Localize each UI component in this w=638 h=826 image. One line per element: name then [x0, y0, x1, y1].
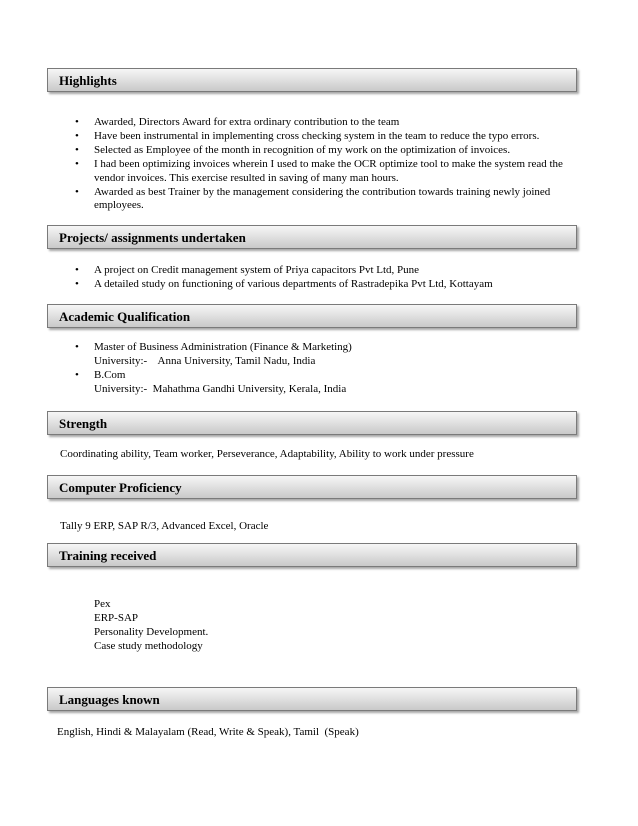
university-name: University:- Mahathma Gandhi University, Kerala, India	[94, 382, 347, 395]
list-item: ERP-SAP	[94, 611, 139, 624]
section-title: Computer Proficiency	[59, 480, 182, 495]
section-title: Training received	[59, 548, 157, 563]
projects-list	[75, 264, 594, 292]
list-item: • Selected as Employee of the month in recognition of my work on the optimization of invoices.	[75, 143, 511, 156]
bullet-icon: •	[75, 157, 79, 170]
section-title: Highlights	[59, 73, 117, 88]
section-title: Projects/ assignments undertaken	[59, 230, 246, 245]
section-title: Academic Qualification	[59, 309, 191, 324]
list-item: • A project on Credit management system of Priya capacitors Pvt Ltd, Pune	[75, 264, 420, 276]
section-header-computer	[47, 475, 577, 499]
training-list	[94, 598, 208, 654]
bullet-icon: •	[75, 143, 79, 156]
bullet-icon: •	[75, 368, 79, 381]
degree-name: B.Com	[94, 368, 126, 381]
bullet-icon: •	[75, 129, 79, 142]
university-name: University:- Anna University, Tamil Nadu, India	[94, 354, 316, 367]
section-header-highlights	[47, 68, 577, 92]
section-header-training	[47, 543, 577, 567]
bullet-icon: •	[75, 264, 79, 276]
section-header-academic	[47, 304, 577, 328]
list-item: • A detailed study on functioning of various departments of Rastradepika Pvt Ltd, Kottayam	[75, 277, 493, 290]
languages-text: English, Hindi & Malayalam (Read, Write & Speak), Tamil (Speak)	[57, 726, 359, 738]
section-header-strength	[47, 411, 577, 435]
list-item	[75, 341, 594, 369]
section-header-languages	[47, 687, 577, 711]
academic-list	[75, 341, 594, 397]
list-item: • Awarded as best Trainer by the management considering the contribution towards training newly joined employees.	[75, 185, 551, 212]
list-item: • Awarded, Directors Award for extra ordinary contribution to the team	[75, 116, 400, 128]
degree-name: Master of Business Administration (Finance & Marketing)	[94, 341, 352, 353]
list-item: Personality Development.	[94, 625, 209, 638]
bullet-icon: •	[75, 341, 79, 353]
section-header-projects	[47, 225, 577, 249]
computer-proficiency-text: Tally 9 ERP, SAP R/3, Advanced Excel, Oracle	[60, 520, 269, 532]
list-item: • I had been optimizing invoices wherein I used to make the OCR optimize tool to make the system read the vendor invoices. This exercise resulted in saving of many man hours.	[75, 157, 563, 184]
bullet-icon: •	[75, 277, 79, 290]
list-item: Case study methodology	[94, 639, 203, 652]
highlights-list	[75, 116, 592, 213]
bullet-icon: •	[75, 185, 79, 198]
section-title: Languages known	[59, 692, 160, 707]
bullet-icon: •	[75, 116, 79, 128]
strength-text: Coordinating ability, Team worker, Perseverance, Adaptability, Ability to work under pressure	[60, 448, 474, 460]
list-item	[75, 368, 594, 397]
list-item: • Have been instrumental in implementing cross checking system in the team to reduce the typo errors.	[75, 129, 540, 142]
section-title: Strength	[59, 416, 108, 431]
list-item: Pex	[94, 598, 111, 610]
